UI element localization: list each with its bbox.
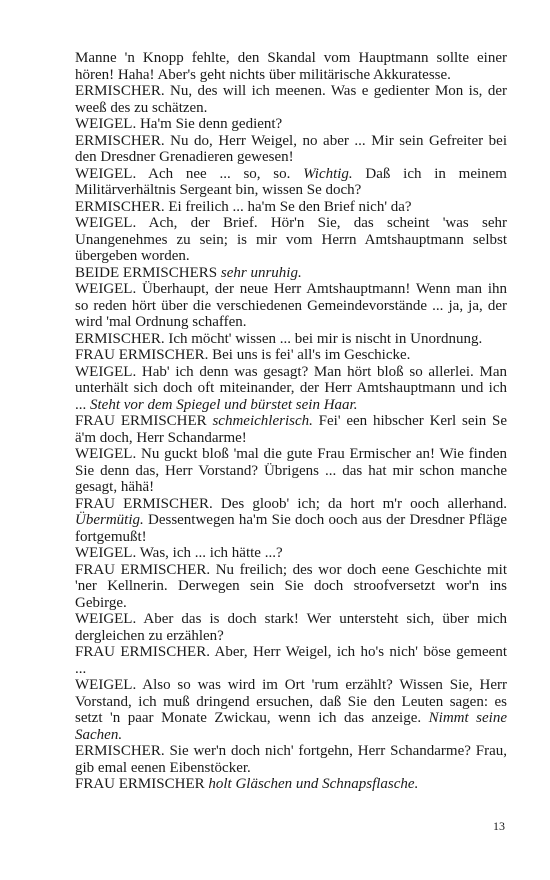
stage-direction: Nimmt seine Sachen. xyxy=(75,710,507,743)
body-text xyxy=(75,50,507,793)
paragraph xyxy=(75,364,507,414)
stage-direction: holt Gläschen und Schnapsflasche. xyxy=(208,776,419,792)
paragraph xyxy=(75,331,507,348)
dialogue-text: ERMISCHER. Ich möcht' wissen ... bei mir is nischt in Unordnung. xyxy=(75,330,483,347)
stage-direction: Wichtig. xyxy=(303,165,353,182)
paragraph xyxy=(75,215,507,265)
paragraph xyxy=(75,545,507,562)
dialogue-text: WEIGEL. Ha'm Sie denn gedient? xyxy=(75,116,283,132)
dialogue-text: WEIGEL. Aber das is doch stark! Wer untersteht sich, über mich dergleichen zu erzählen? xyxy=(75,611,507,644)
dialogue-text: FRAU ERMISCHER. Bei uns is fei' all's im Geschicke. xyxy=(75,347,411,363)
paragraph xyxy=(75,166,507,199)
dialogue-text: Fei' een hibscher Kerl sein Se ä'm doch, Herr Schandarme! xyxy=(75,413,507,446)
paragraph xyxy=(75,562,507,612)
paragraph xyxy=(75,281,507,331)
stage-direction: Übermütig. xyxy=(75,512,144,528)
dialogue-text: FRAU ERMISCHER. Des gloob' ich; da hort m'r ooch allerhand. xyxy=(75,495,507,512)
dialogue-text: ERMISCHER. Nu, des will ich meenen. Was e gedienter Mon is, der weeß des zu schätzen. xyxy=(75,83,507,116)
dialogue-text: FRAU ERMISCHER xyxy=(75,776,209,792)
dialogue-text: FRAU ERMISCHER. Nu freilich; des wor doch eene Geschichte mit 'ner Kellnerin. Derwegen sein Sie doch stroofversetzt wor'n ins Gebirge. xyxy=(75,561,507,611)
dialogue-text: WEIGEL. Hab' ich denn was gesagt? Man hört bloß so allerlei. Man unterhält sich doch oft miteinander, der Herr Amtshauptmann und ich ... xyxy=(75,363,507,413)
page-number: 13 xyxy=(493,819,505,833)
stage-direction: sehr unruhig. xyxy=(220,264,302,281)
paragraph xyxy=(75,116,507,133)
dialogue-text: WEIGEL. Überhaupt, der neue Herr Amtshauptmann! Wenn man ihn so reden hört über die verschiedenen Gemeindevorstände ... ja, ja, der wird 'mal Ordnung schaffen. xyxy=(75,281,507,330)
stage-direction: schmeichlerisch. xyxy=(212,413,313,429)
paragraph xyxy=(75,83,507,116)
dialogue-text: WEIGEL. Also so was wird im Ort 'rum erzählt? Wissen Sie, Herr Vorstand, ich muß dringend ersuchen, daß Sie den Leuten sagen: es setzt 'n paar Monate Zwickau, wenn ich das anzeige. xyxy=(75,677,507,726)
dialogue-text: Dessentwegen ha'm Sie doch ooch aus der Dresdner Pfläge fortgemußt! xyxy=(75,512,507,545)
dialogue-text: FRAU ERMISCHER. Aber, Herr Weigel, ich ho's nich' böse gemeent ... xyxy=(75,644,507,677)
stage-direction-paragraph xyxy=(75,776,507,793)
dialogue-text: Daß ich in meinem Militärverhältnis Sergeant bin, wissen Se doch? xyxy=(75,165,507,198)
paragraph xyxy=(75,199,507,216)
paragraph xyxy=(75,50,507,83)
stage-direction-paragraph xyxy=(75,265,507,282)
paragraph xyxy=(75,743,507,776)
paragraph xyxy=(75,677,507,743)
dialogue-text: WEIGEL. Ach, der Brief. Hör'n Sie, das scheint 'was sehr Unangenehmes zu sein; is mir vom Herrn Amtshauptmann selbst übergeben worden. xyxy=(75,215,507,264)
paragraph xyxy=(75,496,507,546)
paragraph xyxy=(75,413,507,446)
dialogue-text: WEIGEL. Nu guckt bloß 'mal die gute Frau Ermischer an! Wie finden Sie denn das, Herr Vorstand? Übrigens ... das hat mir schon manche gesagt, hähä! xyxy=(75,446,507,495)
dialogue-text: FRAU ERMISCHER xyxy=(75,413,213,429)
paragraph xyxy=(75,133,507,166)
paragraph xyxy=(75,347,507,364)
dialogue-text: ERMISCHER. Sie wer'n doch nich' fortgehn, Herr Schandarme? Frau, gib emal eenen Eibenstöcker. xyxy=(75,743,507,776)
dialogue-text: WEIGEL. Was, ich ... ich hätte ...? xyxy=(75,545,283,561)
stage-direction: Steht vor dem Spiegel und bürstet sein Haar. xyxy=(90,396,358,413)
dialogue-text: Manne 'n Knopp fehlte, den Skandal vom Hauptmann sollte einer hören! Haha! Aber's geht nichts über militärische Akkuratesse. xyxy=(75,50,507,83)
dialogue-text: ERMISCHER. Ei freilich ... ha'm Se den Brief nich' da? xyxy=(75,198,412,215)
dialogue-text: ERMISCHER. Nu do, Herr Weigel, no aber ... Mir sein Gefreiter bei den Dresdner Grenadieren gewesen! xyxy=(75,132,507,165)
dialogue-text: WEIGEL. Ach nee ... so, so. xyxy=(75,165,304,182)
paragraph xyxy=(75,446,507,496)
dialogue-text: BEIDE ERMISCHERS xyxy=(75,264,221,281)
paragraph xyxy=(75,611,507,644)
paragraph xyxy=(75,644,507,677)
